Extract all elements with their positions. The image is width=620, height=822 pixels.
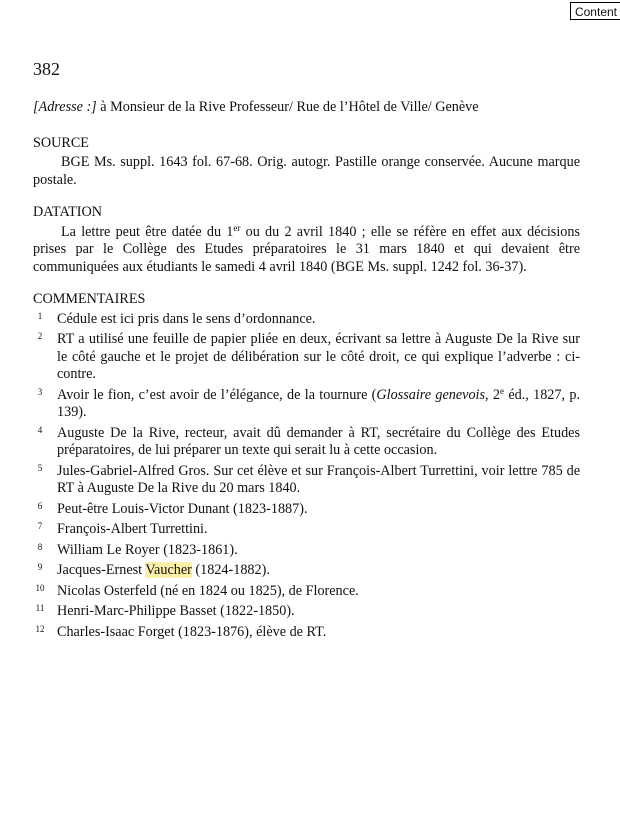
- datation-superscript: er: [233, 222, 241, 233]
- note-text-mid: , 2: [485, 386, 500, 403]
- note-number: 4: [37, 424, 43, 435]
- note-text: Cédule est ici pris dans le sens d’ordonnance.: [57, 310, 316, 327]
- note-item: [33, 521, 580, 539]
- note-text-pre: Avoir le fion, c’est avoir de l’élégance, de la tournure (: [57, 386, 377, 403]
- note-text: Peut-être Louis-Victor Dunant (1823-1887).: [57, 500, 308, 517]
- note-text: François-Albert Turrettini.: [57, 521, 208, 537]
- note-item: [33, 542, 580, 560]
- note-text: William Le Royer (1823-1861).: [57, 541, 238, 558]
- notes-list: [33, 311, 580, 642]
- note-item: [33, 331, 580, 384]
- address-text: à Monsieur de la Rive Professeur/ Rue de l’Hôtel de Ville/ Genève: [96, 99, 479, 115]
- source-section: [33, 135, 580, 190]
- note-text: Jules-Gabriel-Alfred Gros. Sur cet élève et sur François-Albert Turrettini, voir lettre 785 de RT à Auguste De la Rive du 20 mars 1840.: [57, 462, 580, 496]
- note-number: 6: [37, 500, 43, 511]
- note-number: 3: [37, 386, 43, 397]
- note-item: [33, 425, 580, 460]
- note-number: 12: [35, 623, 45, 634]
- note-text: RT a utilisé une feuille de papier pliée en deux, écrivant sa lettre à Auguste De la Rive sur le côté gauche et le projet de délibération sur le côté droit, ce qui explique l’adverbe : ci-contre.: [57, 331, 580, 382]
- datation-section: [33, 204, 580, 276]
- note-text-post: éd., 1827, p. 139).: [57, 386, 580, 420]
- note-item: [33, 501, 580, 519]
- address-line: [33, 99, 580, 117]
- note-text: Charles-Isaac Forget (1823-1876), élève de RT.: [57, 623, 327, 640]
- content-button[interactable]: Content: [570, 2, 620, 20]
- source-text: BGE Ms. suppl. 1643 fol. 67-68. Orig. autogr. Pastille orange conservée. Aucune marque postale.: [33, 154, 580, 188]
- note-number: 7: [37, 521, 43, 531]
- note-item: [33, 562, 580, 580]
- datation-text-part-2: ou du 2 avril 1840 ; elle se réfère en effet aux décisions prises par le Collège des Etudes préparatoires le 31 mars 1840 et qui devaient être communiquées aux étudiants le samedi 4 avril 1840 (BGE Ms. suppl. 1242 fol. 36-37).: [33, 223, 580, 275]
- datation-heading: DATATION: [33, 204, 103, 220]
- commentaires-heading: COMMENTAIRES: [33, 291, 146, 307]
- note-item: [33, 311, 580, 329]
- note-number: 11: [35, 603, 45, 613]
- note-number: 1: [37, 310, 43, 321]
- document-page: [33, 58, 580, 656]
- note-item: [33, 624, 580, 642]
- address-label: [Adresse :]: [33, 99, 97, 115]
- page-number: 382: [33, 59, 60, 79]
- note-text: Nicolas Osterfeld (né en 1824 ou 1825), de Florence.: [57, 582, 359, 599]
- search-highlight: Vaucher: [145, 562, 192, 578]
- note-text-post: (1824-1882).: [191, 562, 270, 578]
- note-text: Henri-Marc-Philippe Basset (1822-1850).: [57, 603, 295, 619]
- note-item: [33, 387, 580, 422]
- source-heading: SOURCE: [33, 134, 89, 151]
- note-item: [33, 583, 580, 601]
- note-number: 9: [37, 562, 43, 572]
- note-number: 10: [35, 582, 45, 593]
- note-number: 2: [37, 331, 43, 341]
- datation-text-part-1: La lettre peut être datée du 1: [61, 223, 234, 240]
- commentaires-section: [33, 291, 580, 641]
- note-text-pre: Jacques-Ernest: [57, 562, 146, 578]
- note-item: [33, 603, 580, 621]
- note-text: Auguste De la Rive, recteur, avait dû demander à RT, secrétaire du Collège des Etudes préparatoires, de lui préparer un texte qui serait lu à cette occasion.: [57, 424, 580, 458]
- note-number: 5: [37, 462, 43, 473]
- note-text-italic: Glossaire genevois: [376, 386, 486, 403]
- note-number: 8: [37, 541, 43, 552]
- datation-text: [33, 224, 580, 277]
- note-superscript: e: [500, 385, 504, 396]
- note-item: [33, 463, 580, 498]
